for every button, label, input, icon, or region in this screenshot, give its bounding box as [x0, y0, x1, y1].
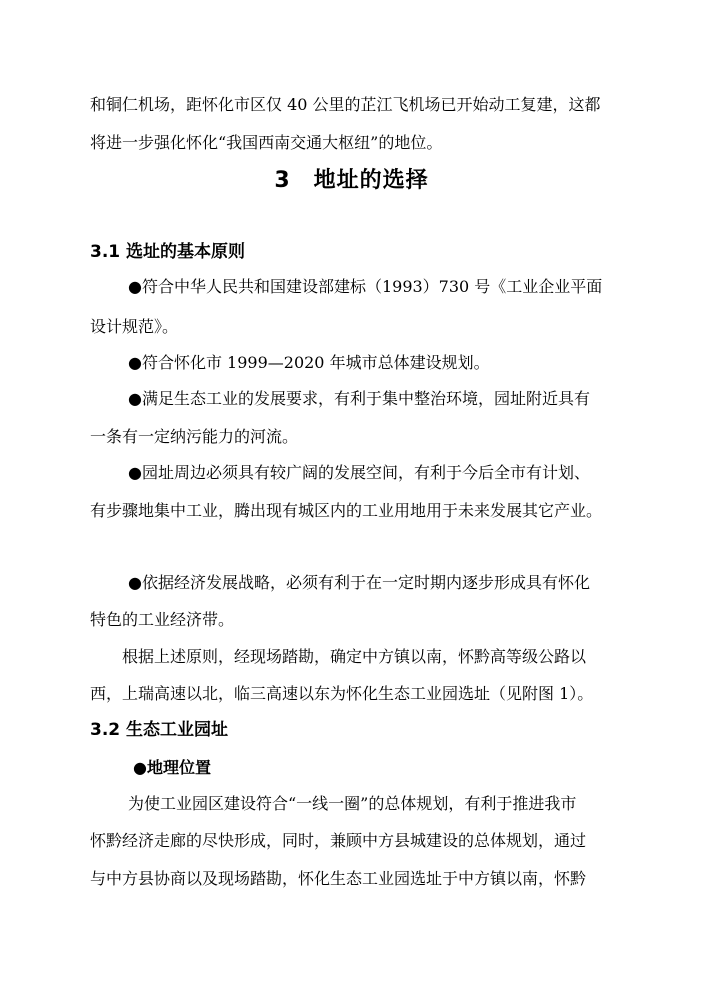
conclusion-line-2: 西，上瑞高速以北，临三高速以东为怀化生态工业园选址（见附图 1）。	[90, 684, 594, 703]
geo-paragraph-line-2: 怀黔经济走廊的尽快形成，同时，兼顾中方县城建设的总体规划，通过	[90, 831, 587, 850]
section-title: 3 地址的选择	[274, 168, 429, 193]
principle-5-line-2: 特色的工业经济带。	[90, 610, 235, 629]
conclusion-line-1: 根据上述原则，经现场踏勘，确定中方镇以南，怀黔高等级公路以	[122, 647, 587, 666]
geo-paragraph-line-1: 为使工业园区建设符合“一线一圈”的总体规划，有利于推进我市	[128, 794, 577, 813]
subsection-heading-3-2: 3.2 生态工业园址	[90, 720, 229, 740]
principle-3-line-2: 一条有一定纳污能力的河流。	[90, 427, 299, 446]
principle-2-line-1: ●符合怀化市 1999—2020 年城市总体建设规划。	[128, 353, 490, 372]
principle-5-line-1: ●依据经济发展战略，必须有利于在一定时期内逐步形成具有怀化	[128, 573, 590, 592]
principle-4-line-1: ●园址周边必须具有较广阔的发展空间，有利于今后全市有计划、	[128, 463, 590, 482]
principle-3-line-1: ●满足生态工业的发展要求，有利于集中整治环境，园址附近具有	[128, 389, 590, 408]
intro-line-1: 和铜仁机场，距怀化市区仅 40 公里的芷江飞机场已开始动工复建，这都	[90, 95, 601, 114]
principle-4-line-2: 有步骤地集中工业，腾出现有城区内的工业用地用于未来发展其它产业。	[90, 501, 603, 520]
principle-1-line-2: 设计规范》。	[90, 317, 179, 336]
geo-location-heading: ●地理位置	[133, 758, 211, 777]
intro-line-2: 将进一步强化怀化“我国西南交通大枢纽”的地位。	[90, 133, 443, 152]
geo-paragraph-line-3: 与中方县协商以及现场踏勘，怀化生态工业园选址于中方镇以南，怀黔	[90, 869, 587, 888]
principle-1-line-1: ●符合中华人民共和国建设部建标（1993）730 号《工业企业平面	[128, 277, 603, 296]
subsection-heading-3-1: 3.1 选址的基本原则	[90, 242, 246, 262]
